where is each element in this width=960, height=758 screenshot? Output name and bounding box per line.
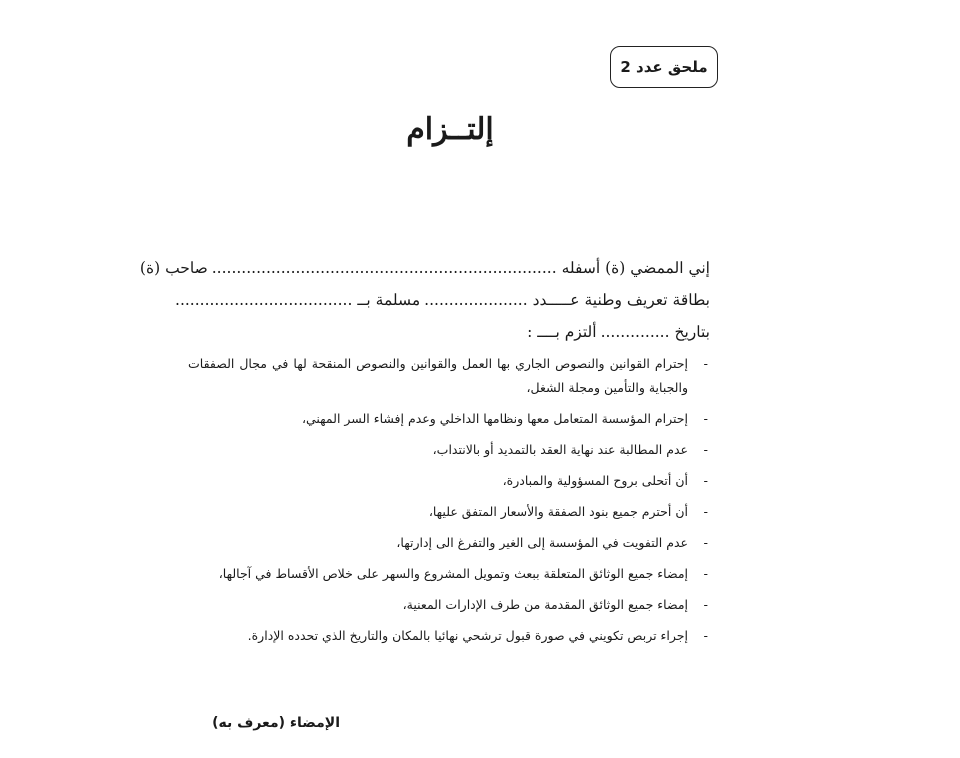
declaration-line-2-part2: مسلمة بــ .................................... bbox=[175, 291, 421, 309]
declaration-line-1-part2: صاحب (ة) bbox=[139, 259, 208, 277]
list-item: - أن أحترم جميع بنود الصفقة والأسعار المتفق عليها، bbox=[188, 500, 710, 524]
declaration-line-3-part2: ألتزم بــــ : bbox=[527, 323, 597, 341]
list-item: - إمضاء جميع الوثائق المتعلقة ببعث وتمويل المشروع والسهر على خلاص الأقساط في آجالها، bbox=[188, 562, 710, 586]
declaration-line-2-part1: بطاقة تعريف وطنية عـــــدد ..................... bbox=[424, 291, 710, 309]
annex-label-box bbox=[610, 46, 718, 88]
declaration-header bbox=[139, 252, 710, 348]
list-item: - عدم التفويت في المؤسسة إلى الغير والتفرغ الى إدارتها، bbox=[188, 531, 710, 555]
list-item: - عدم المطالبة عند نهاية العقد بالتمديد أو بالانتداب، bbox=[188, 438, 710, 462]
declaration-line-2 bbox=[175, 284, 710, 316]
list-item: - إحترام المؤسسة المتعامل معها ونظامها الداخلي وعدم إفشاء السر المهني، bbox=[188, 407, 710, 431]
document-title: إلتــزام bbox=[406, 112, 494, 147]
list-item: - إحترام القوانين والنصوص الجاري بها العمل والقوانين والنصوص المنقحة لها في مجال الصفقات والجباية والتأمين ومجلة الشغل، bbox=[188, 352, 710, 400]
list-item: - إجراء تربص تكويني في صورة قبول ترشحي نهائيا بالمكان والتاريخ الذي تحدده الإدارة. bbox=[188, 624, 710, 648]
list-item: - إمضاء جميع الوثائق المقدمة من طرف الإدارات المعنية، bbox=[188, 593, 710, 617]
declaration-line-1-part1: إني الممضي (ة) أسفله ...................................................................... bbox=[211, 259, 710, 277]
list-item: - أن أتحلى بروح المسؤولية والمبادرة، bbox=[188, 469, 710, 493]
declaration-line-3 bbox=[190, 316, 710, 348]
annex-label: ملحق عدد 2 bbox=[620, 58, 708, 76]
declaration-line-1 bbox=[139, 252, 710, 284]
commitments-list bbox=[188, 352, 710, 655]
signature-label: الإمضاء (معرف به) bbox=[212, 715, 340, 731]
declaration-line-3-part1: بتاريخ .............. bbox=[600, 323, 710, 341]
